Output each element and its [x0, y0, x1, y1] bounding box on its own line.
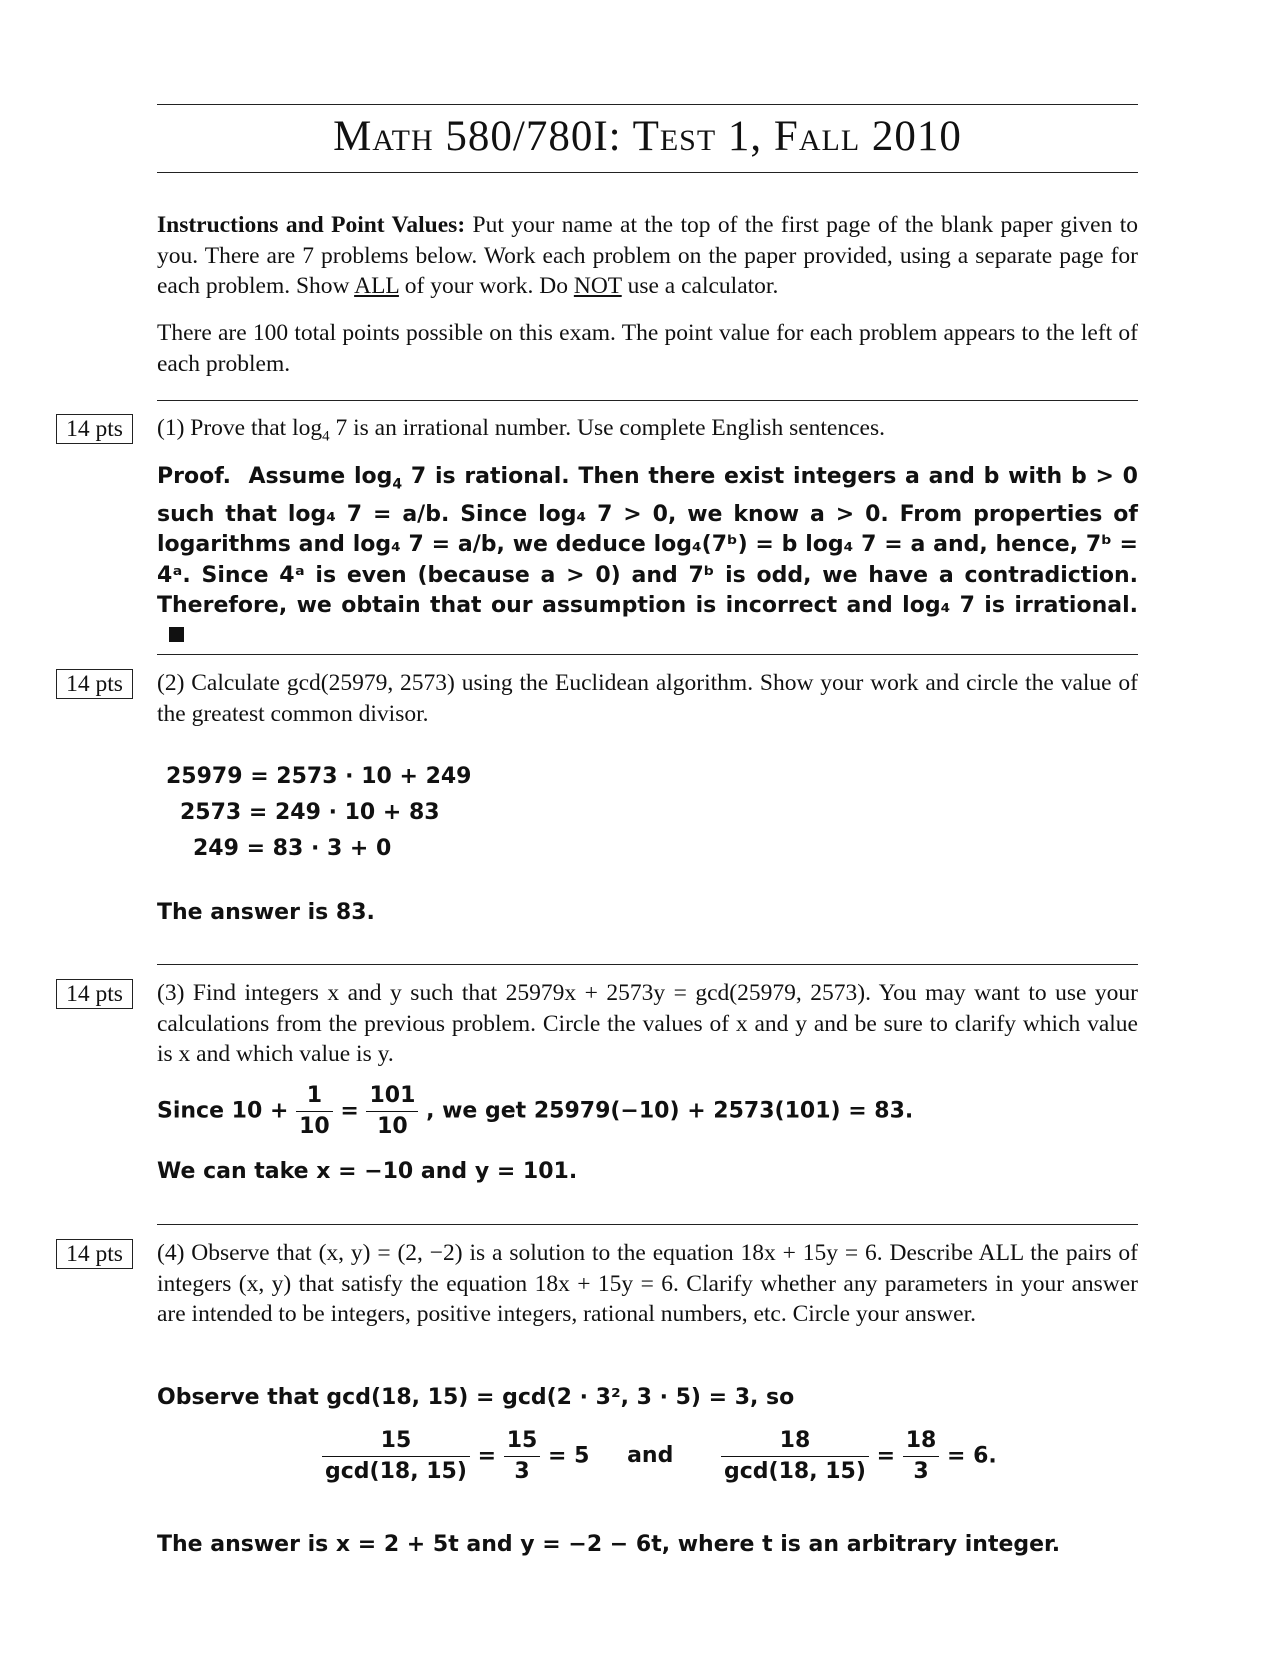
fraction-15-over-3: [504, 1426, 541, 1487]
fraction-18-over-3: [903, 1426, 940, 1487]
instructions-not: NOT: [573, 273, 622, 299]
problem-3-points: 14 pts: [56, 979, 133, 1009]
problem-1-text-tail: 7 is an irrational number. Use complete English sentences.: [329, 415, 885, 441]
problem-4-points: 14 pts: [56, 1239, 133, 1269]
problem-2-points: 14 pts: [56, 669, 133, 699]
fraction-numerator: 1: [306, 1083, 323, 1108]
problem-1-rule: [157, 400, 1138, 401]
and-text: and: [627, 1443, 674, 1469]
fraction-numerator: 15: [506, 1428, 538, 1453]
proof-log-base: 4: [392, 476, 403, 493]
instructions-text-3: use a calculator.: [621, 273, 779, 299]
proof-label: Proof.: [157, 464, 231, 489]
problem-3-rule: [157, 964, 1138, 965]
page-title: Math 580/780I: Test 1, Fall 2010: [333, 113, 962, 160]
problem-1-log-base: 4: [322, 428, 330, 445]
proof-body: 7 is rational. Then there exist integers a and b with b > 0 such that log₄ 7 = a/b. Since log₄ 7 > 0, we know a > 0. From properties of logarithms and log₄ 7 = a/b, we deduce log₄(7ᵇ) = b log₄ 7 = a and, hence, 7ᵇ = 4ᵃ. Since 4ᵃ is even (because a > 0) and 7ᵇ is odd, we have a contradiction. Therefore, we obtain that our assumption is incorrect and log₄ 7 is irrational.: [157, 464, 1138, 619]
fraction-numerator: 101: [369, 1083, 416, 1108]
title-rule-bottom: [157, 172, 1138, 173]
problem-4-fractions: [322, 1426, 997, 1487]
problem-1-statement: [157, 413, 1138, 452]
problem-2-answer: The answer is 83.: [157, 900, 375, 925]
problem-4-rule: [157, 1224, 1138, 1225]
problem-2-statement: (2) Calculate gcd(25979, 2573) using the Euclidean algorithm. Show your work and circle the value of the greatest common divisor.: [157, 670, 1138, 727]
problem-3-result: , we get 25979(−10) + 2573(101) = 83.: [426, 1098, 914, 1124]
problem-1-text: (1) Prove that log: [157, 415, 323, 441]
equals-sign: =: [477, 1443, 497, 1469]
euclid-step: 249 = 83 · 3 + 0: [193, 836, 392, 861]
euclid-step: 2573 = 249 · 10 + 83: [180, 800, 440, 825]
fraction-denominator: 10: [377, 1114, 408, 1139]
instructions-text-1: Put your name at the top of the first page of the blank paper given to you. There are 7 problems below. Work each problem on the paper provided, using a separate page for each problem. Show: [157, 212, 1138, 299]
instructions-text-2: of your work. Do: [398, 273, 574, 299]
problem-4-statement: (4) Observe that (x, y) = (2, −2) is a solution to the equation 18x + 15y = 6. Describe ALL the pairs of integers (x, y) that satisfy the equation 18x + 15y = 6. Clarify whether any parameters in your answer are intended to be integers, positive integers, rational numbers, etc. Circle your answer.: [157, 1240, 1138, 1327]
fraction-denominator: 3: [514, 1459, 530, 1484]
fraction-numerator: 15: [380, 1428, 412, 1453]
euclid-step: 25979 = 2573 · 10 + 249: [166, 764, 472, 789]
fraction-denominator: gcd(18, 15): [325, 1459, 467, 1484]
fraction-15-over-gcd: [322, 1426, 470, 1487]
problem-4-answer: The answer is x = 2 + 5t and y = −2 − 6t, where t is an arbitrary integer.: [157, 1532, 1061, 1557]
fraction-1-over-10: [296, 1081, 333, 1142]
since-text: Since 10 +: [157, 1098, 289, 1124]
problem-1-proof: [157, 462, 1138, 652]
qed-icon: [169, 627, 184, 642]
instructions-all: ALL: [354, 273, 399, 299]
fraction-denominator: 3: [913, 1459, 929, 1484]
proof-lead: Assume log: [248, 464, 393, 489]
equals-sign: =: [876, 1443, 896, 1469]
fraction-numerator: 18: [905, 1428, 937, 1453]
problem-1-points: 14 pts: [56, 414, 133, 444]
problem-3-statement: (3) Find integers x and y such that 25979x + 2573y = gcd(25979, 2573). You may want to use your calculations from the previous problem. Circle the values of x and y and be sure to clarify which value is x and which value is y.: [157, 980, 1138, 1067]
problem-3-since: [157, 1081, 913, 1142]
value-5: = 5: [547, 1443, 590, 1469]
fraction-denominator: gcd(18, 15): [724, 1459, 866, 1484]
fraction-numerator: 18: [779, 1428, 811, 1453]
fraction-denominator: 10: [299, 1114, 330, 1139]
equals-sign: =: [340, 1098, 359, 1124]
problem-4-observe: Observe that gcd(18, 15) = gcd(2 · 3², 3 · 5) = 3, so: [157, 1385, 795, 1410]
instructions-heading: Instructions and Point Values:: [157, 212, 466, 238]
title-rule-top: [157, 104, 1138, 105]
instructions: [157, 210, 1138, 302]
fraction-18-over-gcd: [721, 1426, 869, 1487]
problem-2-rule: [157, 654, 1138, 655]
fraction-101-over-10: [366, 1081, 418, 1142]
problem-3-take: We can take x = −10 and y = 101.: [157, 1159, 578, 1184]
points-info: There are 100 total points possible on this exam. The point value for each problem appears to the left of each problem.: [157, 320, 1138, 377]
value-6: = 6.: [946, 1443, 997, 1469]
